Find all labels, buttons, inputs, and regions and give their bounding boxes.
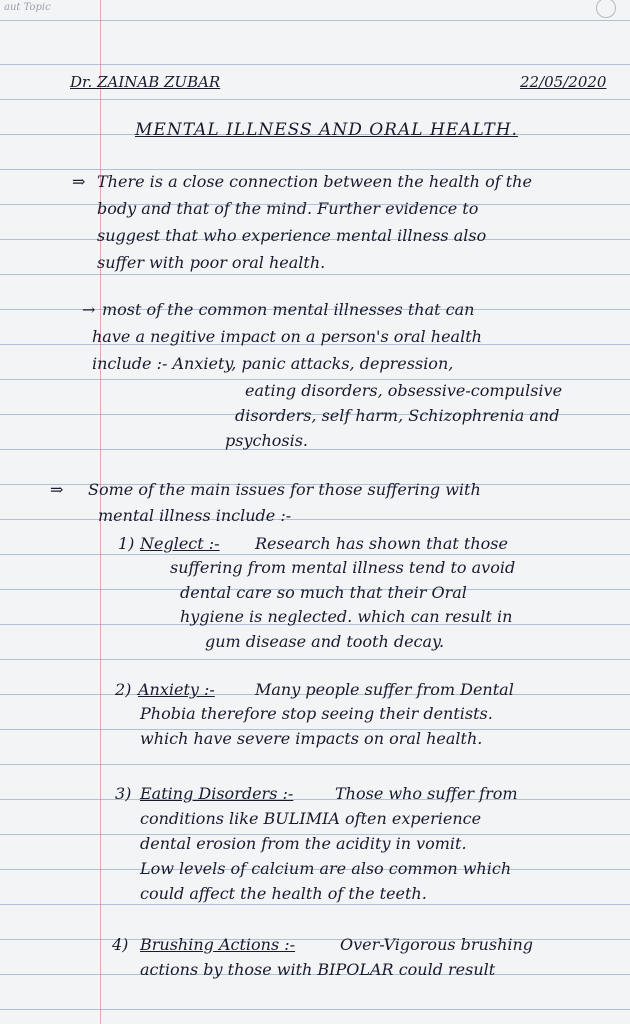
item-line: conditions like BULIMIA often experience <box>140 809 482 828</box>
paragraph-marker: ⇒ <box>50 480 64 499</box>
item-line: Those who suffer from <box>335 784 518 803</box>
paragraph-marker: → <box>82 300 96 319</box>
paragraph-line: suffer with poor oral health. <box>97 253 326 272</box>
paragraph-line: There is a close connection between the health of the <box>97 172 532 191</box>
item-line: gum disease and tooth decay. <box>205 632 445 651</box>
date: 22/05/2020 <box>520 73 607 91</box>
paragraph-line: disorders, self harm, Schizophrenia and <box>235 406 560 425</box>
item-heading: Anxiety :- <box>138 680 215 699</box>
item-line: hygiene is neglected. which can result in <box>180 607 513 626</box>
item-line: suffering from mental illness tend to avoid <box>170 558 516 577</box>
paragraph-line: psychosis. <box>225 431 309 450</box>
paragraph-line: include :- Anxiety, panic attacks, depression, <box>92 354 454 373</box>
item-number: 2) <box>115 680 132 699</box>
item-line: which have severe impacts on oral health. <box>140 729 483 748</box>
item-line: Phobia therefore stop seeing their dentists. <box>140 704 493 723</box>
item-line: Research has shown that those <box>255 534 508 553</box>
corner-note: aut Topic <box>4 2 51 13</box>
paragraph-line: suggest that who experience mental illness also <box>97 226 487 245</box>
corner-circle-icon <box>596 0 616 18</box>
item-number: 4) <box>112 935 129 954</box>
item-heading: Neglect :- <box>140 534 220 553</box>
page-title: MENTAL ILLNESS AND ORAL HEALTH. <box>135 120 518 140</box>
paragraph-line: Some of the main issues for those suffering with <box>88 480 481 499</box>
paragraph-line: most of the common mental illnesses that can <box>102 300 475 319</box>
paragraph-line: mental illness include :- <box>98 506 292 525</box>
paragraph-marker: ⇒ <box>72 172 86 191</box>
paragraph-line: eating disorders, obsessive-compulsive <box>245 381 563 400</box>
paragraph-line: body and that of the mind. Further evidence to <box>97 199 479 218</box>
author-name: Dr. ZAINAB ZUBAR <box>70 73 221 91</box>
item-heading: Brushing Actions :- <box>140 935 296 954</box>
item-line: actions by those with BIPOLAR could result <box>140 960 496 979</box>
item-line: dental erosion from the acidity in vomit. <box>140 834 467 853</box>
item-line: Many people suffer from Dental <box>255 680 514 699</box>
item-number: 1) <box>118 534 135 553</box>
paragraph-line: have a negitive impact on a person's oral health <box>92 327 482 346</box>
item-line: Low levels of calcium are also common which <box>140 859 512 878</box>
item-line: could affect the health of the teeth. <box>140 884 427 903</box>
item-number: 3) <box>115 784 132 803</box>
item-heading: Eating Disorders :- <box>140 784 294 803</box>
item-line: dental care so much that their Oral <box>180 583 467 602</box>
item-line: Over-Vigorous brushing <box>340 935 534 954</box>
